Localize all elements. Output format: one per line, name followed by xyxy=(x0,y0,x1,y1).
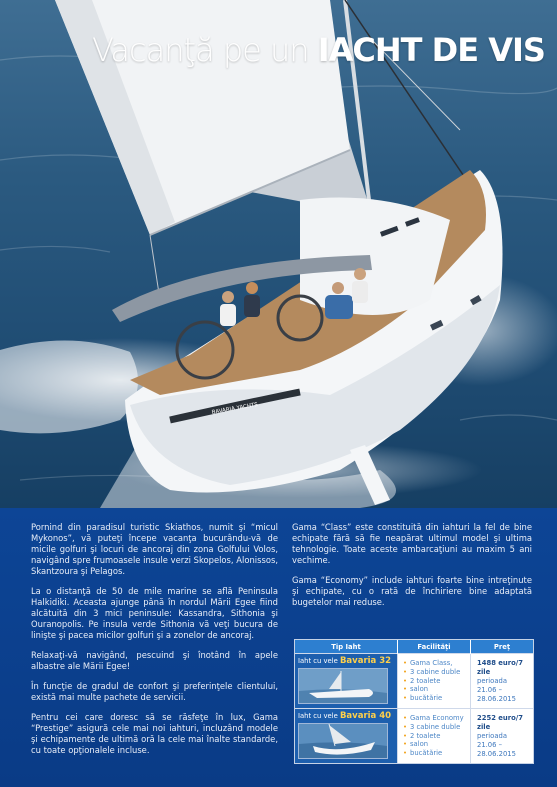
pricing-table xyxy=(294,639,534,764)
table-row xyxy=(295,709,533,764)
facility-item: • 2 toalete xyxy=(410,677,468,686)
facilities-cell xyxy=(398,709,471,764)
price-amount: 1488 euro/7 zile xyxy=(477,658,523,676)
price-amount: 2252 euro/7 zile xyxy=(477,713,523,731)
paragraph: La o distanţă de 50 de mile marine se află Peninsula Halkidiki. Aceasta ajunge până în nordul Mării Egee fiind alcătuită din 3 mici peninsule: Kassandra, Sithonia şi Ouranopolis. Pe insula verde Sithonia vă veţi bucura de linişte şi pacea micilor golfuri şi a zonelor de ancoraj. xyxy=(31,586,278,640)
period-label: perioada xyxy=(477,676,507,685)
hull-lettering: BAVARIA YACHTS xyxy=(211,401,259,416)
yacht-prefix: Iaht cu vele xyxy=(298,712,340,720)
facility-item: • Gama Economy xyxy=(410,714,468,723)
table-row xyxy=(295,654,533,709)
paragraph: Gama “Class” este constituită din iahturi la fel de bine echipate fără să fie neapărat ultimul model şi ultima tehnologie. Toate aceste ambarcaţiuni au maxim 5 ani vechime. xyxy=(292,522,532,565)
facility-item: • bucătărie xyxy=(410,694,468,703)
paragraph: Pornind din paradisul turistic Skiathos, numit şi “micul Mykonos”, vă puteţi începe vacanţa bucurându-vă de micile golfuri şi locuri de ancoraj din zona Golfului Volos, navigând spre frumoasele insule verzi Skopelos, Alonissos, Skantzoura şi Pelagos. xyxy=(31,522,278,576)
header-yacht-type: Tip Iaht xyxy=(295,640,398,654)
period-label: perioada xyxy=(477,731,507,740)
yacht-model: Bavaria 32 xyxy=(339,656,392,666)
yacht-name xyxy=(298,656,394,666)
paragraph: În funcţie de gradul de confort şi preferinţele clientului, există mai multe pachete de servicii. xyxy=(31,681,278,702)
facilities-list xyxy=(402,659,468,703)
right-column xyxy=(292,522,532,617)
facility-item: • salon xyxy=(410,740,468,749)
yacht-cell xyxy=(295,654,398,709)
facilities-cell xyxy=(398,654,471,709)
yacht-prefix: Iaht cu vele xyxy=(298,657,340,665)
wake-foam xyxy=(0,340,138,433)
yacht-thumbnail xyxy=(298,668,388,704)
paragraph: Relaxaţi-vă navigând, pescuind şi înotând în apele albastre ale Mării Egee! xyxy=(31,650,278,671)
left-column xyxy=(31,522,278,765)
price-cell xyxy=(471,709,534,764)
facilities-list xyxy=(402,714,468,758)
title-light-part: Vacanţă pe un xyxy=(92,31,318,69)
yacht-cell xyxy=(295,709,398,764)
period-dates: 21.06 – 28.06.2015 xyxy=(477,740,516,758)
facility-item: • Gama Class, xyxy=(410,659,468,668)
yacht-thumbnail xyxy=(298,723,388,759)
facility-item: • bucătărie xyxy=(410,749,468,758)
facility-item: • 2 toalete xyxy=(410,732,468,741)
paragraph: Pentru cei care doresc să se răsfeţe în lux, Gama “Prestige” asigură cele mai noi iahturi, incluzând modele şi echipamente de ultimă oră la cele mai înalte standarde, cu toate opţionalele incluse. xyxy=(31,712,278,755)
yacht-model: Bavaria 40 xyxy=(339,711,392,721)
yacht-name xyxy=(298,711,394,721)
header-facilities: Facilităţi xyxy=(398,640,471,654)
facility-item: • 3 cabine duble xyxy=(410,723,468,732)
price-cell xyxy=(471,654,534,709)
facility-item: • salon xyxy=(410,685,468,694)
page-title xyxy=(92,30,552,70)
period-dates: 21.06 – 28.06.2015 xyxy=(477,685,516,703)
text-panel xyxy=(0,508,557,787)
facility-item: • 3 cabine duble xyxy=(410,668,468,677)
paragraph: Gama “Economy” include iahturi foarte bine intreţinute şi echipate, cu o rată de închiriere bine adaptată bugetelor mai reduse. xyxy=(292,575,532,607)
pricing-table-grid xyxy=(295,640,533,763)
header-price: Preţ xyxy=(471,640,534,654)
title-bold-part: IACHT DE VIS xyxy=(317,31,545,69)
table-header-row xyxy=(295,640,533,654)
